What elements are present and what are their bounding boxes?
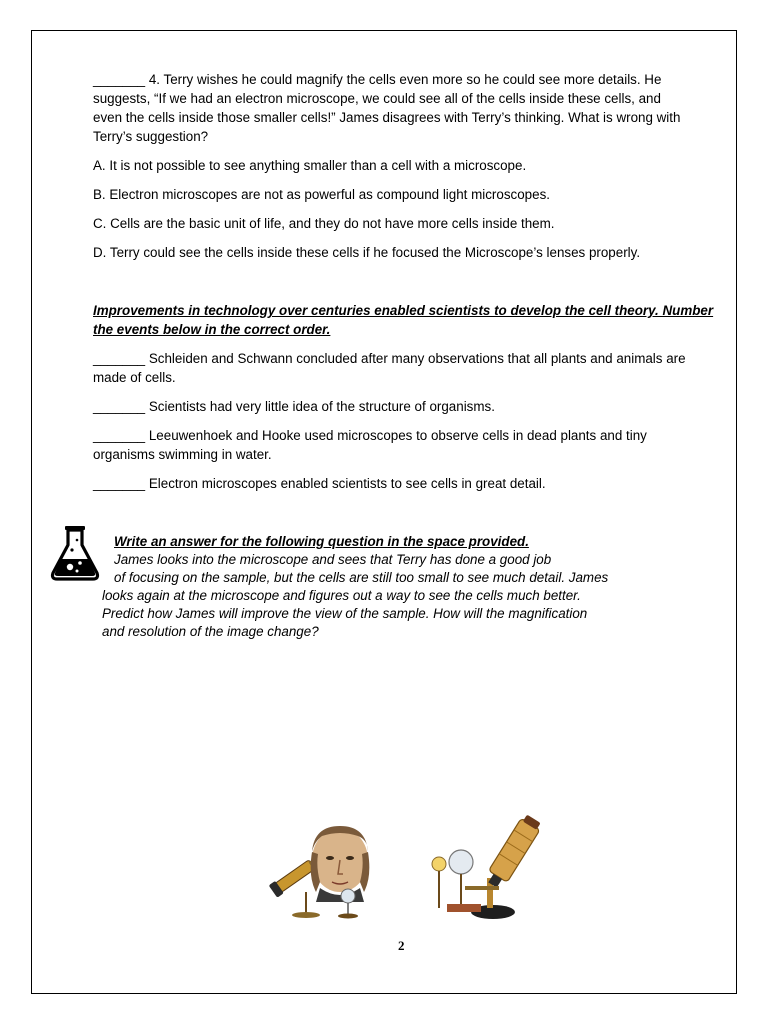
question-4-line-2: suggests, “If we had an electron microscope, we could see all of the cells inside these cells, and — [93, 91, 661, 106]
writing-line-4: Predict how James will improve the view of the sample. How will the magnification — [102, 606, 588, 621]
event-4: _______ Electron microscopes enabled scientists to see cells in great detail. — [93, 476, 546, 491]
question-4-line-3: even the cells inside those smaller cells!” James disagrees with Terry’s thinking. What is wrong with — [93, 110, 681, 125]
event-3-line-2: organisms swimming in water. — [93, 447, 272, 462]
event-1-line-2: made of cells. — [93, 370, 176, 385]
flask-icon — [50, 525, 100, 581]
option-d: D. Terry could see the cells inside these cells if he focused the Microscope’s lenses properly. — [93, 245, 641, 260]
page-number: 2 — [398, 938, 405, 953]
event-1-line-1: _______ Schleiden and Schwann concluded after many observations that all plants and animals are — [93, 351, 686, 366]
question-4-line-4: Terry’s suggestion? — [93, 129, 209, 144]
ordering-instruction-line-1: Improvements in technology over centuries enabled scientists to develop the cell theory. Number — [93, 303, 714, 318]
event-2: _______ Scientists had very little idea of the structure of organisms. — [93, 399, 495, 414]
writing-line-2: of focusing on the sample, but the cells are still too small to see much detail. James — [114, 570, 609, 585]
writing-line-1: James looks into the microscope and sees that Terry has done a good job — [114, 552, 552, 567]
leeuwenhoek-portrait-illustration — [268, 822, 398, 922]
event-3-line-1: _______ Leeuwenhoek and Hooke used microscopes to observe cells in dead plants and tiny — [93, 428, 647, 443]
question-4-line-1: _______ 4. Terry wishes he could magnify the cells even more so he could see more details. He — [93, 72, 662, 87]
antique-microscope-illustration — [425, 812, 550, 924]
writing-line-5: and resolution of the image change? — [102, 624, 319, 639]
writing-heading: Write an answer for the following question in the space provided. — [114, 534, 529, 549]
ordering-instruction-line-2: the events below in the correct order. — [93, 322, 331, 337]
option-a: A. It is not possible to see anything smaller than a cell with a microscope. — [93, 158, 527, 173]
option-c: C. Cells are the basic unit of life, and they do not have more cells inside them. — [93, 216, 555, 231]
option-b: B. Electron microscopes are not as powerful as compound light microscopes. — [93, 187, 550, 202]
writing-line-3: looks again at the microscope and figures out a way to see the cells much better. — [102, 588, 581, 603]
